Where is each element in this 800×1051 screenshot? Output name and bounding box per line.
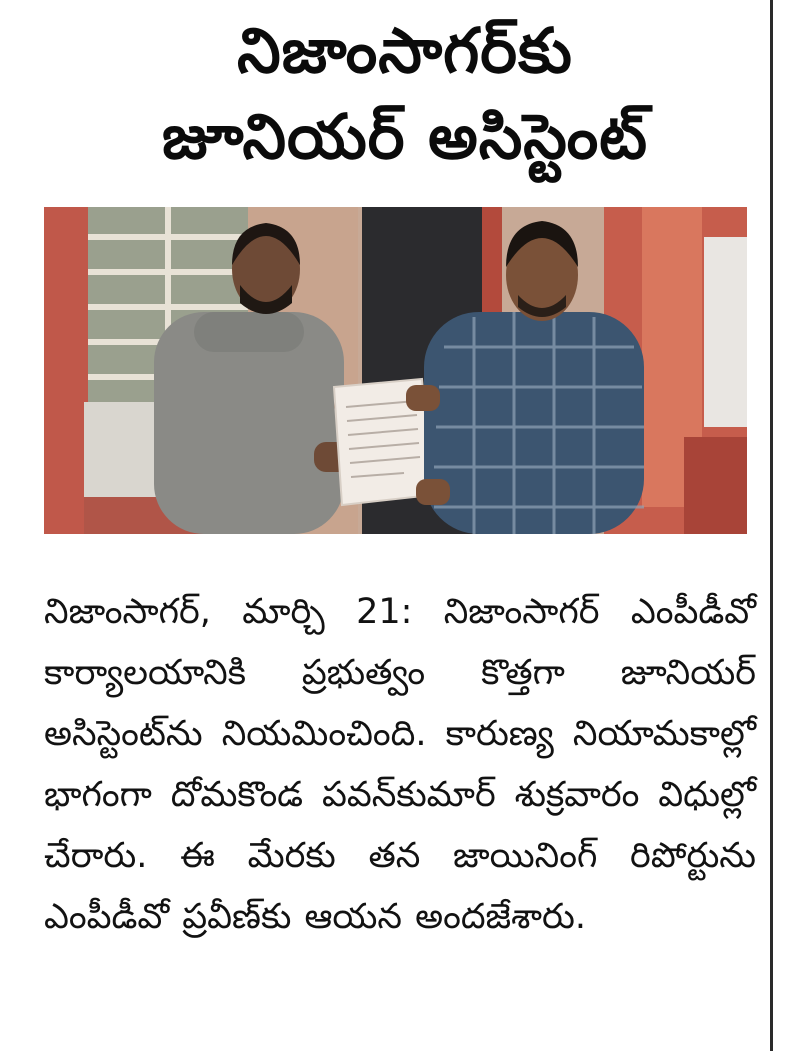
news-photo: [44, 207, 747, 534]
column-rule: [770, 0, 773, 1051]
desk: [684, 437, 747, 534]
article-body: [44, 582, 756, 948]
cabinet: [704, 237, 747, 427]
headline-line-1: నిజాంసాగర్‌కు: [237, 14, 573, 87]
headline: [40, 8, 770, 180]
photo-illustration: [44, 207, 747, 534]
article-paragraph: నిజాంసాగర్, మార్చి 21: నిజాంసాగర్ ఎంపీడీవో కార్యాలయానికి ప్రభుత్వం కొత్తగా జూనియర్ అసిస్టెంట్‌ను నియమించింది. కారుణ్య నియామకాల్లో భాగంగా దోమకొండ పవన్‌కుమార్ శుక్రవారం విధుల్లో చేరారు. ఈ మేరకు తన జాయినింగ్ రిపోర్టును ఎంపీడీవో ప్రవీణ్‌కు ఆయన అందజేశారు.: [44, 592, 756, 937]
headline-line-2: జూనియర్ అసిస్టెంట్: [161, 100, 649, 173]
